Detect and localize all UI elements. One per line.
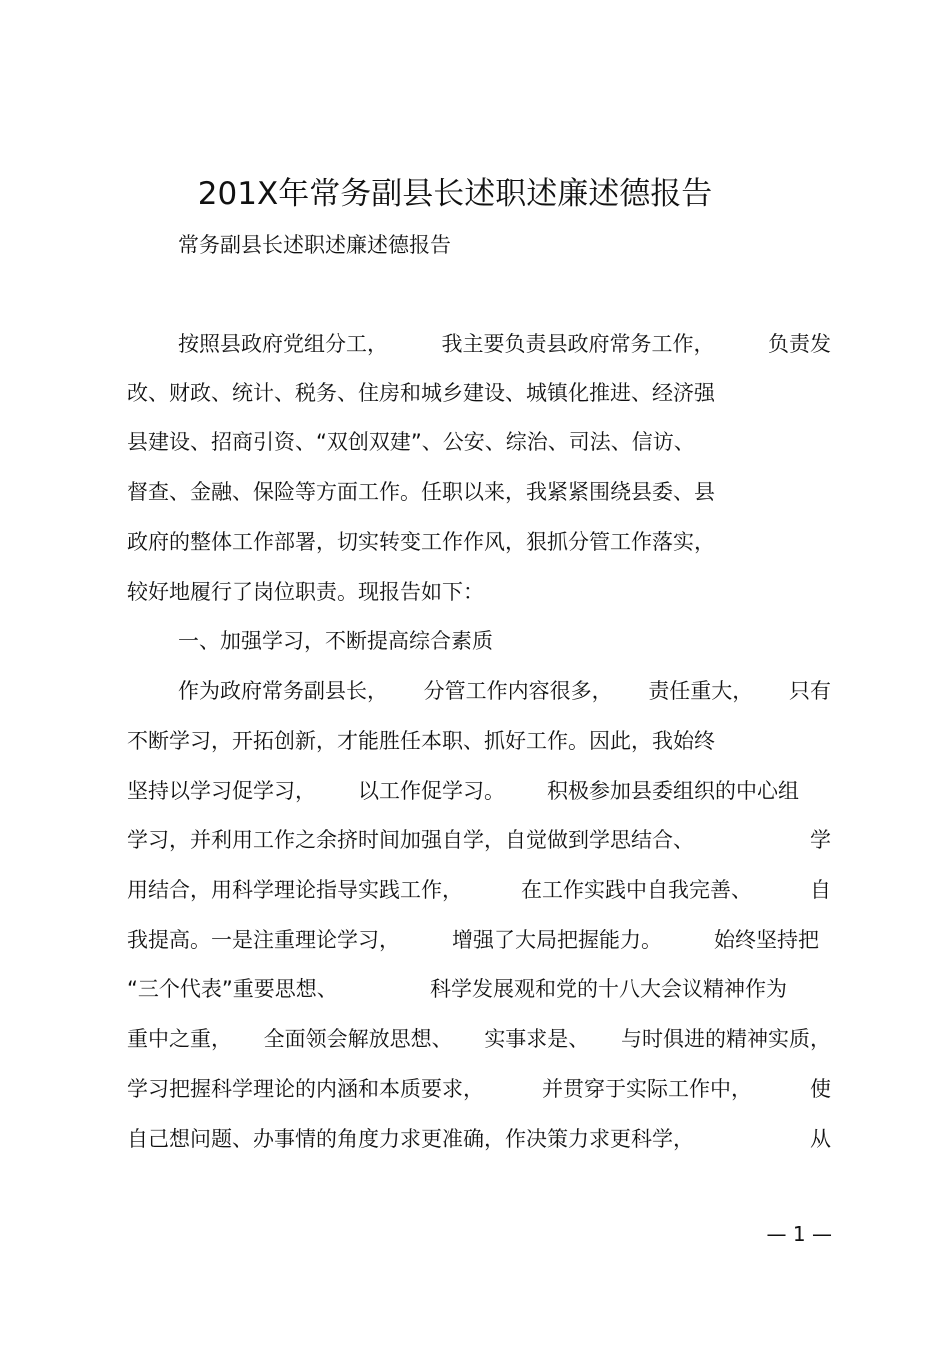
body-line-12: 用结合，用科学理论指导实践工作， 在工作实践中自我完善、 自	[127, 878, 831, 902]
body-line-15: 重中之重， 全面领会解放思想、 实事求是、 与时俱进的精神实质，	[127, 1027, 831, 1051]
body-line-13: 我提高。一是注重理论学习， 增强了大局把握能力。 始终坚持把	[127, 928, 819, 952]
body-line-10: 坚持以学习促学习， 以工作促学习。 积极参加县委组织的中心组	[127, 779, 799, 803]
section-heading: 一、加强学习，不断提高综合素质	[178, 629, 493, 653]
body-line-9: 不断学习，开拓创新，才能胜任本职、抓好工作。因此，我始终	[127, 729, 715, 753]
body-line-17: 自己想问题、办事情的角度力求更准确，作决策力求更科学， 从	[127, 1127, 831, 1151]
body-line-5: 政府的整体工作部署，切实转变工作作风，狠抓分管工作落实，	[127, 530, 715, 554]
body-line-3: 县建设、招商引资、“双创双建”、公安、综治、司法、信访、	[127, 430, 695, 454]
page-number: — 1 —	[766, 1222, 832, 1246]
body-line-8: 作为政府常务副县长， 分管工作内容很多， 责任重大， 只有	[178, 679, 831, 703]
body-line-6: 较好地履行了岗位职责。现报告如下：	[127, 580, 484, 604]
body-line-11: 学习，并利用工作之余挤时间加强自学，自觉做到学思结合、 学	[127, 828, 831, 852]
document-title: 201X年常务副县长述职述廉述德报告	[197, 176, 713, 212]
body-line-2: 改、财政、统计、税务、住房和城乡建设、城镇化推进、经济强	[127, 381, 715, 405]
body-line-16: 学习把握科学理论的内涵和本质要求， 并贯穿于实际工作中， 使	[127, 1077, 831, 1101]
body-line-4: 督查、金融、保险等方面工作。任职以来，我紧紧围绕县委、县	[127, 480, 715, 504]
document-subtitle: 常务副县长述职述廉述德报告	[178, 233, 451, 257]
body-line-14: “三个代表”重要思想、 科学发展观和党的十八大会议精神作为	[127, 977, 787, 1001]
body-line-1: 按照县政府党组分工， 我主要负责县政府常务工作， 负责发	[178, 332, 831, 356]
